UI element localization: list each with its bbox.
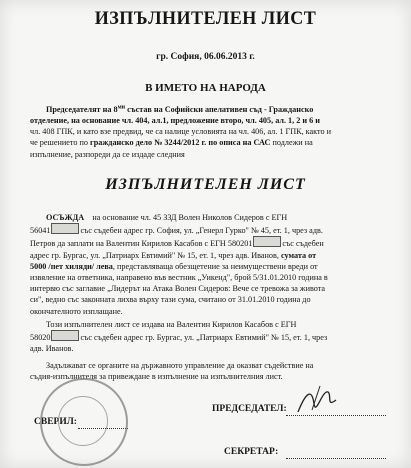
ruling-line-6: извяление на ответника, направено във вестник „Уикенд", брой 5/31.01.2010 година в [30, 273, 328, 283]
ruling-line-5: 5000 /пет хиляди/ лева, представляваща обезщетение за неимуществени вреди от [30, 261, 318, 271]
place-and-date: гр. София, 06.06.2013 г. [156, 52, 255, 62]
redacted-block [51, 330, 79, 341]
ruling-line-2: 56041 със съдебен адрес гр. София, ул. „Генерл Гурко" № 45, ет. 1, чрез адв. [30, 223, 385, 236]
ruling-line-9: окончателното изплащане. [30, 306, 123, 316]
chairman-signature [292, 382, 342, 422]
ruling-paragraph [30, 212, 385, 317]
issued-line-2: 58020 със съдебен адрес гр. Бургас, ул. „Патриарх Евтимий" № 15, ет. 1, чрез [30, 330, 385, 343]
issued-line-3: адв. Иванов. [30, 344, 74, 354]
secretary-signature-line [286, 458, 386, 459]
ruling-line-4: адрес гр. Бургас, ул. „Патриарх Евтимий" № 15, ет. 1, чрез адв. Иванов, сумата от [30, 250, 317, 260]
issued-line-1: Този изпълнителен лист се издава на Валентин Кирилов Касабов с ЕГН [46, 320, 297, 329]
court-seal-stamp [40, 378, 128, 466]
intro-line-4: че решението по гражданско дело № 3244/2012 г. по описа на САС подлежи на [30, 138, 313, 148]
verified-label: СВЕРИЛ: [34, 417, 77, 427]
intro-paragraph [30, 102, 385, 160]
intro-line-2: отделение, на основание чл. 404, ал.1, предложение второ, чл. 405, ал. 1, 2 и 6 и [30, 115, 321, 125]
ruling-line-8: си", ведно със законната лихва върху тази сума, считано от 31.01.2010 година до [30, 295, 311, 305]
obligation-line-1: Задължават се органите на държавното управление да оказват съдействие на [46, 361, 314, 370]
redacted-block [51, 223, 79, 234]
intro-line-5: изпълнение, разпореди да се издаде следния [30, 149, 185, 159]
in-the-name-heading: В ИМЕТО НА НАРОДА [145, 82, 266, 94]
ruling-line-1: ОСЪЖДА на основание чл. 45 ЗЗД Волен Николов Сидеров с ЕГН [46, 213, 288, 222]
chairman-label: ПРЕДСЕДАТЕЛ: [212, 404, 287, 414]
intro-line-1: Председателят на $8^{ми}$ състав на Софийски апелативен съд - Гражданско [46, 104, 314, 114]
obligation-line-2: съдия-изпълнителя за привеждане в изпълнение на изпълнителния лист. [30, 372, 283, 382]
ruling-line-3: Петров да заплати на Валентин Кирилов Касабов с ЕГН 580201 със съдебен [30, 236, 385, 249]
secretary-label: СЕКРЕТАР: [224, 447, 279, 457]
ruling-line-7: интервю със заглавие „Лидерът на Атака Волен Сидеров: Вече се тревожа за живота [30, 284, 326, 294]
redacted-block [253, 236, 281, 247]
issued-paragraph [30, 319, 385, 355]
second-title: ИЗПЪЛНИТЕЛЕН ЛИСТ [105, 176, 306, 193]
document-title: ИЗПЪЛНИТЕЛЕН ЛИСТ [94, 8, 317, 29]
intro-line-3: чл. 408 ГПК, и като взе предвид, че са налице условията на чл. 406, ал. 1 ГПК, както и [30, 127, 332, 137]
